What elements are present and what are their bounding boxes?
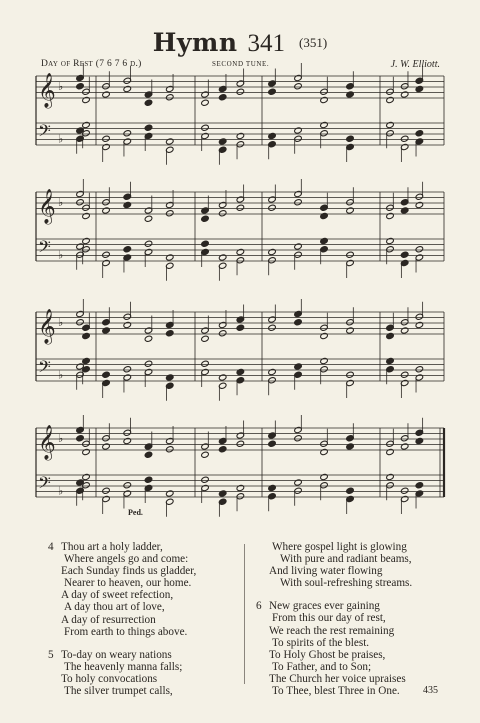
treble-clef-icon: 𝄞	[38, 309, 56, 345]
notehead	[400, 207, 408, 214]
verse-line	[48, 673, 238, 685]
notehead	[201, 451, 209, 458]
verse-text: Where angels go and come:	[64, 553, 189, 566]
notehead	[218, 490, 226, 497]
verse-number: 4	[48, 541, 54, 553]
bass-clef-icon: 𝄢	[38, 356, 51, 381]
notehead	[346, 251, 354, 258]
notehead	[102, 91, 110, 98]
ped-marking: Ped.	[128, 508, 143, 517]
notehead	[294, 243, 302, 250]
notehead	[294, 83, 302, 90]
notehead	[166, 330, 174, 337]
treble-clef-icon: 𝄞	[38, 189, 56, 225]
notehead	[82, 332, 90, 339]
notehead	[82, 448, 90, 455]
notehead	[415, 201, 423, 208]
verse-line	[256, 553, 456, 565]
notehead	[102, 371, 110, 378]
notehead	[123, 366, 131, 373]
notehead	[102, 327, 110, 334]
verse-line	[256, 637, 456, 649]
verse-line	[256, 661, 456, 673]
notehead	[236, 484, 244, 491]
notehead	[415, 321, 423, 328]
notehead	[400, 91, 408, 98]
notehead	[123, 201, 131, 208]
notehead	[82, 121, 90, 128]
verse-text: To spirits of the blest.	[272, 636, 370, 649]
bass-clef-icon: 𝄢	[38, 472, 51, 497]
notehead	[236, 324, 244, 331]
stanza	[48, 649, 238, 697]
notehead	[236, 204, 244, 211]
verse-text: New graces ever gaining	[269, 600, 380, 613]
verse-line	[48, 685, 238, 697]
notehead	[166, 94, 174, 101]
notehead	[415, 482, 423, 489]
verse-text: The Church her voice upraises	[269, 672, 406, 685]
notehead	[82, 357, 90, 364]
verse-text: The heavenly manna falls;	[64, 660, 183, 673]
notehead	[102, 135, 110, 142]
verse-number: 6	[256, 600, 262, 613]
notehead	[144, 124, 152, 131]
notehead	[236, 248, 244, 255]
notehead	[386, 473, 394, 480]
notehead	[218, 374, 226, 381]
notehead	[415, 437, 423, 444]
notehead	[268, 132, 276, 139]
notehead	[76, 83, 84, 90]
notehead	[386, 121, 394, 128]
verse-text: The silver trumpet calls,	[64, 685, 173, 698]
verse-text: To Holy Ghost be praises,	[269, 648, 386, 661]
notehead	[82, 212, 90, 219]
notehead	[268, 88, 276, 95]
notehead	[294, 127, 302, 134]
notehead	[386, 357, 394, 364]
second-tune-label: SECOND TUNE.	[212, 60, 270, 68]
notehead	[236, 440, 244, 447]
flat-icon: ♭	[58, 80, 64, 93]
notehead	[82, 237, 90, 244]
notehead	[218, 210, 226, 217]
notehead	[268, 368, 276, 375]
notehead	[144, 335, 152, 342]
notehead	[123, 437, 131, 444]
verse-line	[48, 553, 238, 565]
notehead	[144, 215, 152, 222]
flat-icon: ♭	[58, 368, 64, 382]
verse-line	[48, 589, 238, 601]
notehead	[320, 121, 328, 128]
notehead	[123, 482, 131, 489]
verse-line	[48, 565, 238, 577]
notehead	[236, 132, 244, 139]
notehead	[400, 251, 408, 258]
verse-text: To-day on weary nations	[61, 648, 172, 661]
treble-clef-icon: 𝄞	[38, 425, 56, 461]
notehead	[268, 324, 276, 331]
notehead	[415, 85, 423, 92]
verse-line	[256, 600, 456, 612]
notehead	[400, 371, 408, 378]
verse-line	[48, 626, 238, 638]
verse-text: To Thee, blest Three in One.	[272, 685, 400, 698]
notehead	[144, 476, 152, 483]
verse-text: A day thou art of love,	[64, 601, 165, 614]
verse-text: A day of sweet refection,	[61, 589, 174, 602]
notehead	[320, 237, 328, 244]
flat-icon: ♭	[58, 248, 64, 262]
notehead	[294, 363, 302, 370]
hymn-word: Hymn	[152, 28, 238, 57]
verse-line	[48, 614, 238, 626]
notehead	[294, 435, 302, 442]
notehead	[346, 371, 354, 378]
notehead	[144, 99, 152, 106]
notehead	[415, 130, 423, 137]
verse-line	[256, 565, 456, 577]
notehead	[294, 319, 302, 326]
notehead	[166, 138, 174, 145]
notehead	[201, 215, 209, 222]
verse-text: Where gospel light is glowing	[272, 541, 407, 553]
composer: J. W. Elliott.	[390, 59, 440, 70]
notehead	[166, 446, 174, 453]
notehead	[218, 330, 226, 337]
verse-text: We reach the rest remaining	[269, 624, 395, 637]
notehead	[102, 443, 110, 450]
notehead	[346, 207, 354, 214]
notehead	[268, 204, 276, 211]
notehead	[346, 487, 354, 494]
notehead	[400, 135, 408, 142]
flat-icon: ♭	[58, 132, 64, 146]
notehead	[268, 440, 276, 447]
verse-line	[48, 577, 238, 589]
notehead	[102, 251, 110, 258]
notehead	[346, 91, 354, 98]
verse-text: From this our day of rest,	[272, 612, 386, 625]
notehead	[123, 130, 131, 137]
verse-line	[256, 541, 456, 553]
notehead	[236, 88, 244, 95]
notehead	[102, 487, 110, 494]
verse-line	[256, 577, 456, 589]
notehead	[294, 479, 302, 486]
notehead	[123, 85, 131, 92]
stanza	[256, 541, 456, 589]
bass-clef-icon: 𝄢	[38, 120, 51, 145]
notehead	[400, 327, 408, 334]
notehead	[201, 335, 209, 342]
notehead	[144, 240, 152, 247]
flat-icon: ♭	[58, 196, 64, 209]
notehead	[346, 443, 354, 450]
notehead	[320, 357, 328, 364]
verse-text: To holy convocations	[61, 672, 158, 685]
notehead	[82, 473, 90, 480]
verse-line	[256, 612, 456, 624]
verse-line	[48, 649, 238, 661]
notehead	[166, 374, 174, 381]
notehead	[218, 94, 226, 101]
verse-text: Nearer to heaven, our home.	[64, 577, 192, 590]
verse-text: A day of resurrection	[61, 613, 156, 626]
verse-text: With soul-refreshing streams.	[280, 577, 413, 590]
notehead	[102, 207, 110, 214]
notehead	[386, 332, 394, 339]
notehead	[386, 96, 394, 103]
verse-text: From earth to things above.	[64, 625, 188, 638]
notehead	[386, 448, 394, 455]
notehead	[415, 246, 423, 253]
flat-icon: ♭	[58, 316, 64, 329]
verse-text: Thou art a holy ladder,	[61, 541, 163, 553]
notehead	[123, 246, 131, 253]
notehead	[218, 138, 226, 145]
verses-left-column	[48, 541, 238, 708]
verse-number: 5	[48, 648, 54, 661]
notehead	[218, 254, 226, 261]
notehead	[123, 321, 131, 328]
notehead	[415, 366, 423, 373]
page-number: 435	[423, 685, 438, 696]
verse-line	[48, 541, 238, 553]
notehead	[400, 443, 408, 450]
treble-clef-icon: 𝄞	[38, 73, 56, 109]
column-divider	[244, 544, 245, 684]
tune-name: Day of Rest (7 6 7 6 d.)	[41, 59, 142, 69]
notehead	[76, 435, 84, 442]
verse-text: With pure and radiant beams,	[280, 553, 412, 566]
notehead	[166, 210, 174, 217]
notehead	[166, 254, 174, 261]
notehead	[144, 451, 152, 458]
bass-clef-icon: 𝄢	[38, 236, 51, 261]
verse-text: Each Sunday finds us gladder,	[61, 565, 197, 578]
notehead	[346, 135, 354, 142]
verse-line	[256, 625, 456, 637]
notehead	[320, 96, 328, 103]
notehead	[236, 368, 244, 375]
notehead	[144, 360, 152, 367]
notehead	[386, 237, 394, 244]
notehead	[201, 124, 209, 131]
verse-line	[256, 673, 456, 685]
notehead	[294, 199, 302, 206]
verse-text: To Father, and to Son;	[272, 660, 372, 673]
flat-icon: ♭	[58, 484, 64, 498]
notehead	[201, 360, 209, 367]
notehead	[386, 212, 394, 219]
verses-right-column	[256, 541, 456, 708]
notehead	[201, 99, 209, 106]
notehead	[320, 473, 328, 480]
stanza	[48, 541, 238, 638]
notehead	[346, 327, 354, 334]
verse-text: And living water flowing	[269, 565, 383, 578]
notehead	[320, 212, 328, 219]
notehead	[76, 319, 84, 326]
notehead	[320, 332, 328, 339]
notehead	[218, 446, 226, 453]
hymn-alt-number: (351)	[299, 35, 328, 50]
notehead	[82, 96, 90, 103]
flat-icon: ♭	[58, 432, 64, 445]
notehead	[268, 484, 276, 491]
notehead	[400, 487, 408, 494]
verse-line	[256, 649, 456, 661]
notehead	[166, 490, 174, 497]
hymn-number: 341	[247, 30, 286, 57]
verse-line	[48, 601, 238, 613]
notehead	[76, 199, 84, 206]
notehead	[268, 248, 276, 255]
notehead	[201, 240, 209, 247]
notehead	[201, 476, 209, 483]
stanza	[256, 600, 456, 697]
verse-line	[48, 661, 238, 673]
notehead	[320, 448, 328, 455]
